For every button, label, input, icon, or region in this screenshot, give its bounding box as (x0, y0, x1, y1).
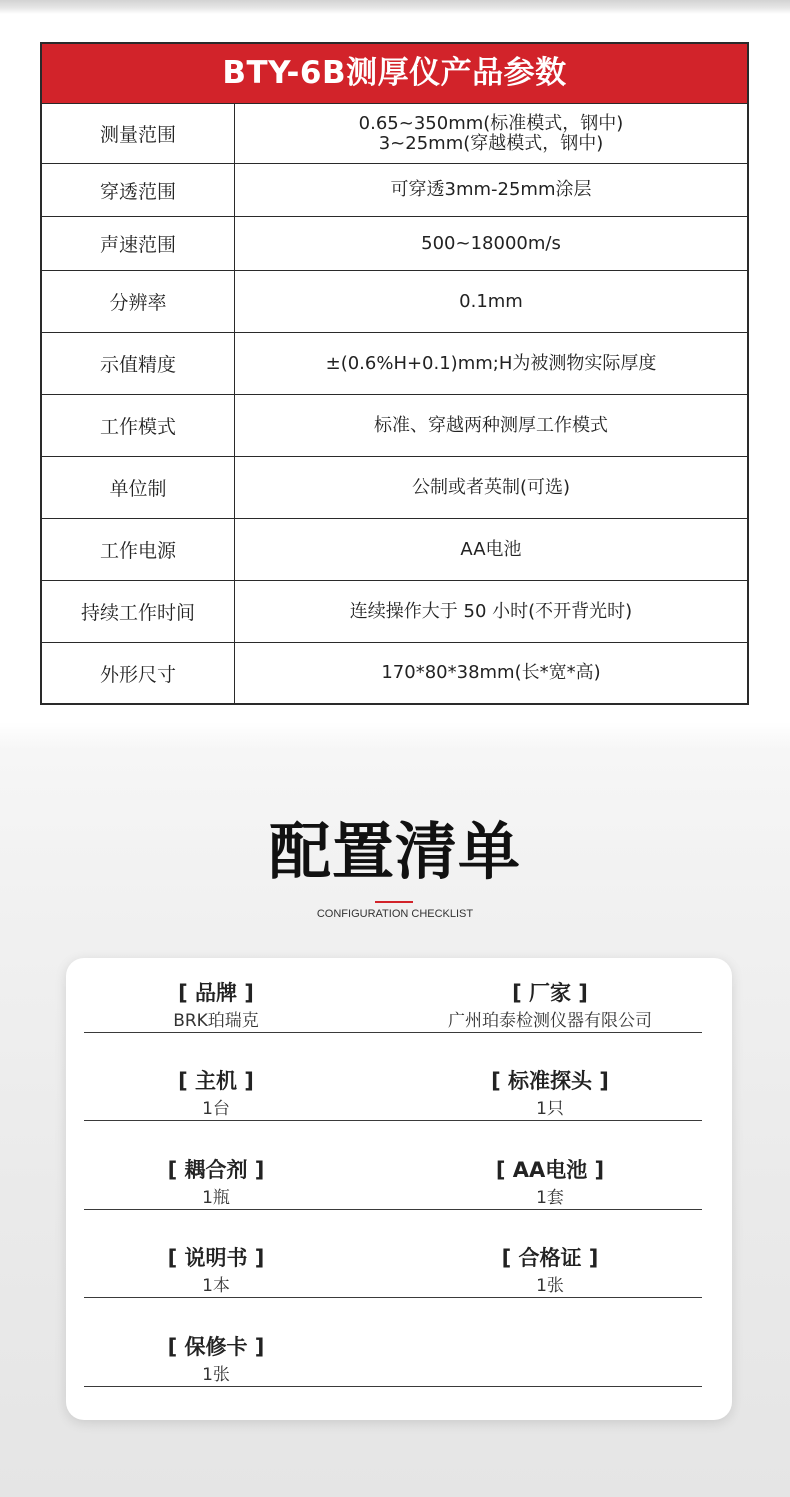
spec-value-line: 0.65~350mm(标准模式，钢中) (358, 112, 624, 134)
spec-row-dimensions (42, 642, 747, 703)
spec-value: 0.1mm (459, 290, 523, 312)
spec-label: 持续工作时间 (42, 581, 235, 642)
checklist-item-value: 1本 (202, 1276, 230, 1296)
checklist-row (66, 1238, 732, 1298)
spec-row-power-supply (42, 518, 747, 580)
checklist-item-label: [ 主机 ] (178, 1069, 254, 1093)
row-divider (84, 1209, 702, 1210)
spec-label: 示值精度 (42, 333, 235, 394)
checklist-item-manufacturer (400, 973, 700, 1033)
row-divider (84, 1032, 702, 1033)
checklist-item-brand (66, 973, 366, 1033)
spec-label: 分辨率 (42, 271, 235, 332)
checklist-item-value: 1只 (536, 1099, 564, 1119)
row-divider (84, 1297, 702, 1298)
spec-value-line: 3~25mm(穿越模式，钢中) (378, 132, 604, 154)
spec-label: 工作模式 (42, 395, 235, 456)
spec-label: 声速范围 (42, 217, 235, 270)
spec-row-unit-system (42, 456, 747, 518)
spec-value: 连续操作大于 50 小时(不开背光时) (349, 600, 633, 622)
spec-value: 170*80*38mm(长*宽*高) (381, 662, 601, 683)
spec-value: 公制或者英制(可选) (411, 476, 571, 498)
spec-label: 工作电源 (42, 519, 235, 580)
checklist-item-value: BRK珀瑞克 (173, 1011, 259, 1031)
checklist-item-couplant (66, 1150, 366, 1210)
spec-value: 标准、穿越两种测厚工作模式 (374, 414, 608, 436)
checklist-subtitle: CONFIGURATION CHECKLIST (316, 908, 474, 920)
spec-row-penetration-range (42, 163, 747, 216)
checklist-item-value: 1张 (536, 1276, 564, 1296)
spec-row-working-mode (42, 394, 747, 456)
spec-label: 外形尺寸 (42, 643, 235, 703)
row-divider (84, 1386, 702, 1387)
spec-table (40, 42, 749, 705)
spec-value: AA电池 (460, 538, 522, 560)
checklist-title: 配置清单 (268, 815, 521, 888)
checklist-item-label: [ 说明书 ] (167, 1246, 265, 1270)
checklist-item-label: [ 标准探头 ] (491, 1069, 609, 1093)
checklist-item-standard-probe (400, 1061, 700, 1121)
checklist-row (66, 1150, 732, 1210)
checklist-item-value: 广州珀泰检测仪器有限公司 (448, 1011, 652, 1031)
checklist-item-main-unit (66, 1061, 366, 1121)
checklist-row (66, 973, 732, 1033)
checklist-item-value: 1张 (202, 1365, 230, 1385)
top-strip (0, 0, 790, 14)
checklist-row (66, 1061, 732, 1121)
checklist-item-label: [ 保修卡 ] (167, 1335, 265, 1359)
checklist-item-certificate (400, 1238, 700, 1298)
spec-value: 500~18000m/s (421, 232, 561, 254)
spec-label: 测量范围 (42, 104, 235, 163)
checklist-item-value: 1套 (536, 1188, 564, 1208)
spec-row-resolution (42, 270, 747, 332)
spec-label: 单位制 (42, 457, 235, 518)
checklist-item-label: [ 厂家 ] (512, 981, 588, 1005)
checklist-item-value: 1瓶 (202, 1188, 230, 1208)
checklist-row (66, 1327, 732, 1387)
checklist-item-label: [ 合格证 ] (501, 1246, 599, 1270)
checklist-item-label: [ AA电池 ] (495, 1158, 605, 1182)
spec-row-measuring-range (42, 103, 747, 163)
checklist-card (66, 958, 732, 1420)
spec-table-title: BTY-6B测厚仪产品参数 (42, 44, 747, 103)
spec-row-operating-time (42, 580, 747, 642)
spec-value (235, 104, 747, 163)
row-divider (84, 1120, 702, 1121)
spec-value: ±(0.6%H+0.1)mm;H为被测物实际厚度 (325, 352, 657, 374)
checklist-item-manual (66, 1238, 366, 1298)
checklist-item-aa-battery (400, 1150, 700, 1210)
spec-row-accuracy (42, 332, 747, 394)
checklist-item-label: [ 品牌 ] (178, 981, 254, 1005)
checklist-item-label: [ 耦合剂 ] (167, 1158, 265, 1182)
checklist-item-value: 1台 (202, 1099, 230, 1119)
checklist-item-warranty-card (66, 1327, 366, 1387)
checklist-title-divider (375, 901, 413, 903)
spec-value: 可穿透3mm-25mm涂层 (390, 179, 592, 200)
spec-label: 穿透范围 (42, 164, 235, 216)
spec-row-sound-velocity-range (42, 216, 747, 270)
